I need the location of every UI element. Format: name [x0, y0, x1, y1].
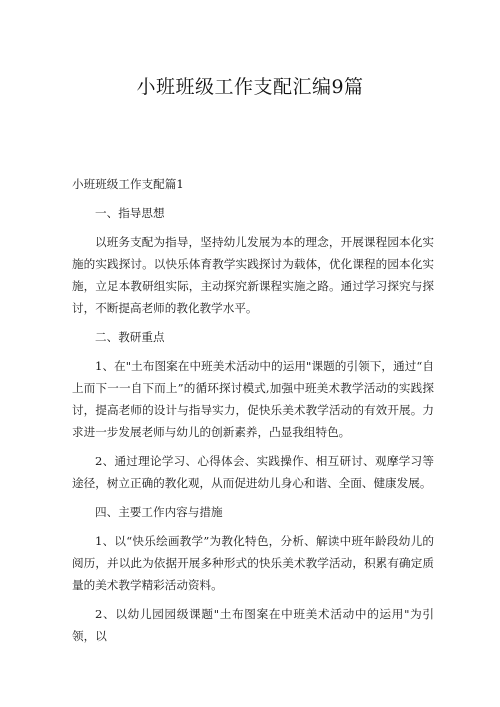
heading-teaching-research-focus: 二、教研重点: [95, 330, 165, 344]
document-title: 小班班级工作支配汇编9篇: [136, 76, 364, 98]
paragraph-work-item-2: 2、以幼儿园园级课题"土布图案在中班美术活动中的运用"为引领，以: [72, 607, 434, 643]
heading-main-work-content: 四、主要工作内容与措施: [95, 505, 223, 519]
document-body: [72, 173, 434, 654]
paragraph-guiding-ideology: 以班务支配为指导，坚持幼儿发展为本的理念，开展课程园本化实施的实践探讨。以快乐体育教学实践探讨为载体，优化课程的园本化实施，立足本教研组实际，主动探究新课程实施之路。通过学习探究与探讨，不断提高老师的教化教学水平。: [72, 235, 434, 315]
heading-guiding-ideology: 一、指导思想: [95, 206, 165, 220]
paragraph-work-item-1: 1、以“快乐绘画教学”为教化特色，分析、解读中班年龄段幼儿的阅历，并以此为依据开展多种形式的快乐美术教学活动，积累有确定质量的美术教学精彩活动资料。: [72, 534, 434, 592]
paragraph-focus-item-1: 1、在"土布图案在中班美术活动中的运用"课题的引领下，通过“自上而下一一自下而上”的循环探讨模式,加强中班美术教学活动的实践探讨，提高老师的设计与指导实力，促快乐美术教学活动的有效开展。力求进一步发展老师与幼儿的创新素养，凸显我组特色。: [72, 359, 434, 439]
paragraph-focus-item-2: 2、通过理论学习、心得体会、实践操作、相互研讨、观摩学习等途径，树立正确的教化观，从而促进幼儿身心和谐、全面、健康发展。: [72, 454, 434, 490]
section-subtitle: 小班班级工作支配篇1: [72, 177, 184, 191]
